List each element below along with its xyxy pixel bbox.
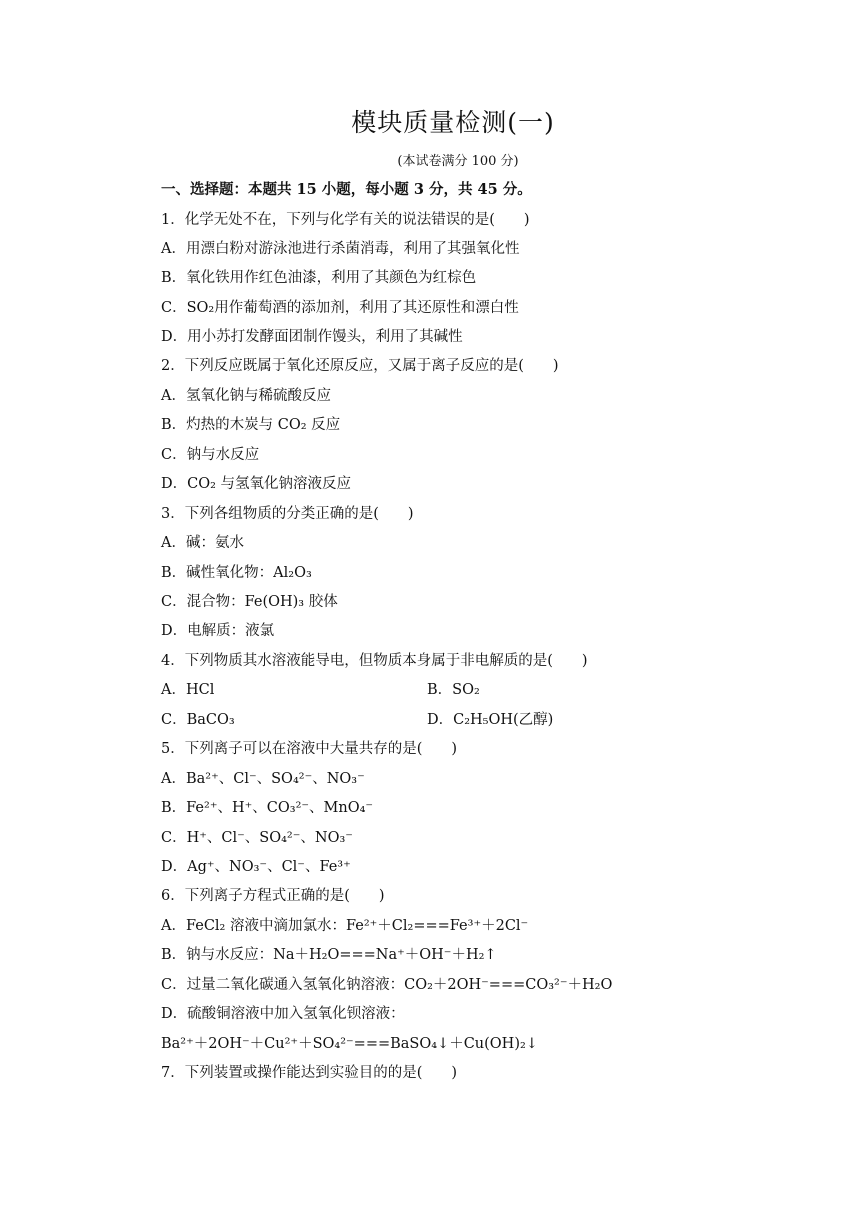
question-6-option-a: A．FeCl₂ 溶液中滴加氯水：Fe²⁺＋Cl₂===Fe³⁺＋2Cl⁻ bbox=[161, 918, 529, 934]
question-5-option-b: B．Fe²⁺、H⁺、CO₃²⁻、MnO₄⁻ bbox=[161, 800, 374, 816]
question-2-option-b: B．灼热的木炭与 CO₂ 反应 bbox=[161, 417, 341, 433]
question-1-option-c: C．SO₂用作葡萄酒的添加剂，利用了其还原性和漂白性 bbox=[161, 300, 519, 316]
question-6-option-c: C．过量二氧化碳通入氢氧化钠溶液：CO₂＋2OH⁻===CO₃²⁻＋H₂O bbox=[161, 977, 613, 993]
question-6-stem: 6．下列离子方程式正确的是( ) bbox=[161, 888, 385, 904]
question-6-option-d: D．硫酸铜溶液中加入氢氧化钡溶液： bbox=[161, 1006, 405, 1022]
question-7-stem: 7．下列装置或操作能达到实验目的的是( ) bbox=[161, 1065, 458, 1081]
question-6-option-b: B．钠与水反应：Na＋H₂O===Na⁺＋OH⁻＋H₂↑ bbox=[161, 947, 497, 963]
question-3-option-a: A．碱：氨水 bbox=[161, 535, 244, 551]
section-heading: 一、选择题：本题共 15 小题，每小题 3 分，共 45 分。 bbox=[161, 181, 532, 198]
question-5-stem: 5．下列离子可以在溶液中大量共存的是( ) bbox=[161, 741, 458, 757]
question-3-option-d: D．电解质：液氯 bbox=[161, 623, 275, 639]
question-2-stem: 2．下列反应既属于氧化还原反应，又属于离子反应的是( ) bbox=[161, 358, 559, 374]
question-2-option-a: A．氢氧化钠与稀硫酸反应 bbox=[161, 388, 331, 404]
question-4-option-a: A．HCl bbox=[161, 682, 215, 698]
question-4-stem: 4．下列物质其水溶液能导电，但物质本身属于非电解质的是( ) bbox=[161, 653, 588, 669]
question-1-option-b: B．氧化铁用作红色油漆，利用了其颜色为红棕色 bbox=[161, 270, 477, 286]
question-1-option-a: A．用漂白粉对游泳池进行杀菌消毒，利用了其强氧化性 bbox=[161, 241, 520, 257]
question-5-option-c: C．H⁺、Cl⁻、SO₄²⁻、NO₃⁻ bbox=[161, 830, 353, 846]
page-title: 模块质量检测(一) bbox=[351, 108, 555, 137]
question-5-option-d: D．Ag⁺、NO₃⁻、Cl⁻、Fe³⁺ bbox=[161, 859, 351, 875]
question-3-option-b: B．碱性氧化物：Al₂O₃ bbox=[161, 565, 312, 581]
question-1-option-d: D．用小苏打发酵面团制作馒头，利用了其碱性 bbox=[161, 329, 463, 345]
question-4-option-d: D．C₂H₅OH(乙醇) bbox=[427, 712, 554, 728]
question-3-option-c: C．混合物：Fe(OH)₃ 胶体 bbox=[161, 594, 338, 610]
question-6-option-d-equation: Ba²⁺＋2OH⁻＋Cu²⁺＋SO₄²⁻===BaSO₄↓＋Cu(OH)₂↓ bbox=[161, 1036, 538, 1052]
question-2-option-c: C．钠与水反应 bbox=[161, 447, 260, 463]
question-5-option-a: A．Ba²⁺、Cl⁻、SO₄²⁻、NO₃⁻ bbox=[161, 771, 365, 787]
question-2-option-d: D．CO₂ 与氢氧化钠溶液反应 bbox=[161, 476, 352, 492]
question-4-option-b: B．SO₂ bbox=[427, 682, 480, 698]
question-1-stem: 1．化学无处不在，下列与化学有关的说法错误的是( ) bbox=[161, 212, 530, 228]
question-4-option-c: C．BaCO₃ bbox=[161, 712, 235, 728]
score-note: (本试卷满分 100 分) bbox=[397, 154, 519, 169]
question-3-stem: 3．下列各组物质的分类正确的是( ) bbox=[161, 506, 414, 522]
